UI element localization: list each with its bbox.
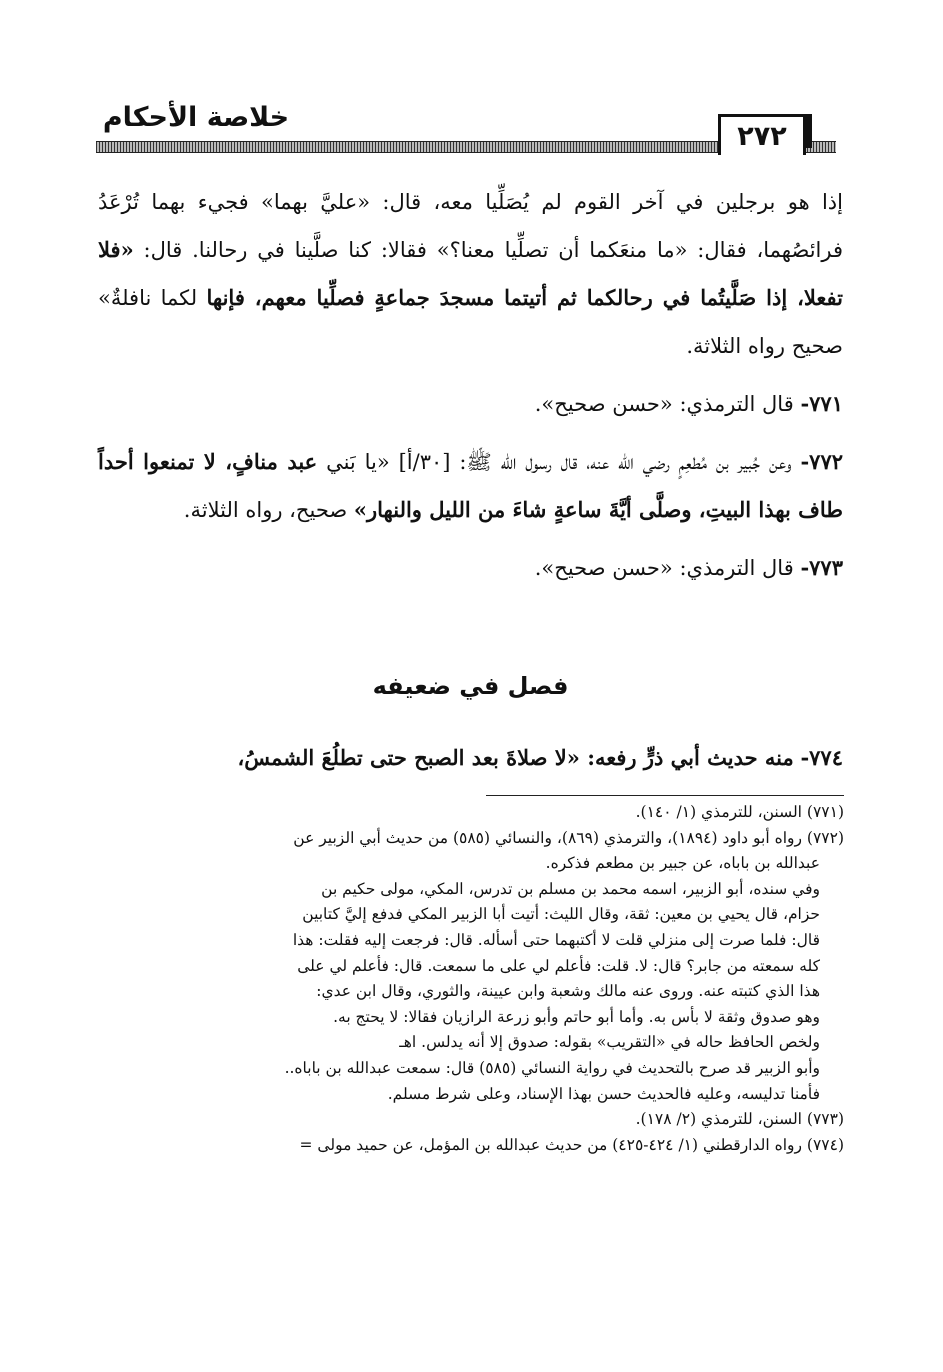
footnote-line: وهو صدوق وثقة لا بأس به. وأما أبو حاتم وأبو زرعة الرازيان فقالا: لا يحتج به. bbox=[333, 1007, 820, 1026]
text-line: عبد منافٍ، لا تمنعوا أحداً طاف بهذا البيتِ، وصلَّى أيَّةَ ساعةٍ شاءَ من الليل والنهار» bbox=[98, 449, 843, 522]
hadith-continuation bbox=[98, 178, 843, 370]
text-line: إذا هو برجلين في آخر القوم لم يُصَلِّيا معه، قال: «عليَّ بهما» فجيء بهما تُرْعَدُ bbox=[98, 190, 843, 214]
text-line: وعن جُبير بن مُطعِمٍ رضي الله عنه، قال رسول الله ﷺ: [٣٠/أ] «يا بَني bbox=[326, 450, 792, 474]
footnote-separator bbox=[486, 795, 844, 796]
footnote-line: كله سمعته من جابر؟ قال: لا. قلت: فأعلم لي على ما سمعت. قال: فأعلم لي على bbox=[297, 956, 820, 975]
entry-number: ٧٧٤- bbox=[800, 745, 843, 770]
text-line: «فلا تفعلا، إذا صَلَّيتُما في رحالكما ثم أتيتما مسجدَ جماعةٍ فصلِّيا معهم، فإنها bbox=[98, 237, 843, 310]
entry-771 bbox=[98, 380, 843, 428]
page-number: ٢٧٢ bbox=[718, 114, 806, 155]
text-line: لكما نافلةٌ» صحيح رواه الثلاثة. bbox=[98, 286, 843, 358]
footnote-line: (٧٧٢) رواه أبو داود (١٨٩٤)، والترمذي (٨٦٩)، والنسائي (٥٨٥) من حديث أبي الزبير عن bbox=[293, 828, 844, 847]
main-text-continued bbox=[98, 738, 843, 778]
footnote-line: (٧٧٤) رواه الدارقطني (١/ ٤٢٤-٤٢٥) من حديث عبدالله بن المؤمل، عن حميد مولى = bbox=[299, 1135, 844, 1154]
footnote-line: وأبو الزبير قد صرح بالتحديث في رواية النسائي (٥٨٥) قال: سمعت عبدالله بن باباه.. bbox=[284, 1058, 820, 1077]
footnote-line: حزام، قال يحيي بن معين: ثقة، وقال الليث: أتيت أبا الزبير المكي فدفع إليَّ كتابين bbox=[302, 905, 820, 924]
footnote-line: ولخص الحافظ حاله في «التقريب» بقوله: صدوق إلا أنه يدلس. اهـ bbox=[399, 1033, 820, 1052]
text-line: فرائصُهما، فقال: «ما منعَكما أن تصلِّيا معنا؟» فقالا: كنا صلَّينا في رحالنا. قال: bbox=[143, 238, 843, 262]
footnote-line: قال: فلما صرت إلى منزلي قلت لا أكتبهما حتى أسأله. قال: فرجعت إليه فقلت: هذا bbox=[292, 930, 820, 949]
entry-text: قال الترمذي: «حسن صحيح». bbox=[534, 556, 794, 580]
section-heading: فصل في ضعيفه bbox=[372, 672, 569, 700]
entry-number: ٧٧٢- bbox=[800, 449, 844, 474]
entry-774 bbox=[98, 738, 843, 778]
footnote-line: (٧٧١) السنن، للترمذي (١/ ١٤٠). bbox=[635, 803, 844, 821]
entry-772 bbox=[98, 438, 843, 534]
entry-773 bbox=[98, 544, 843, 592]
footnote-line: هذا الذي كتبته عنه. وروى عنه مالك وشعبة وابن عيينة، والثوري، وقال ابن عدي: bbox=[316, 982, 820, 1001]
footnote-line: وفي سنده، أبو الزبير، اسمه محمد بن مسلم بن تدرس، المكي، مولى حكيم بن bbox=[321, 879, 820, 898]
entry-text: قال الترمذي: «حسن صحيح». bbox=[534, 392, 794, 416]
text-line: صحيح، رواه الثلاثة. bbox=[183, 498, 348, 522]
running-header-title: خلاصة الأحكام bbox=[102, 102, 290, 133]
footnotes bbox=[96, 800, 844, 1158]
entry-text: منه حديث أبي ذرٍّ رفعه: «لا صلاةَ بعد الصبح حتى تطلُعَ الشمسُ، bbox=[237, 745, 794, 770]
footnote-line: (٧٧٣) السنن، للترمذي (٢/ ١٧٨). bbox=[635, 1110, 844, 1129]
main-text bbox=[98, 178, 843, 592]
entry-number: ٧٧٣- bbox=[800, 555, 843, 580]
entry-number: ٧٧١- bbox=[800, 391, 843, 416]
footnote-line: عبدالله بن باباه، عن جبير بن مطعم فذكره. bbox=[545, 854, 820, 873]
footnote-line: فأمنا تدليسه، وعليه فالحديث حسن بهذا الإسناد، وعلى شرط مسلم. bbox=[387, 1084, 820, 1103]
